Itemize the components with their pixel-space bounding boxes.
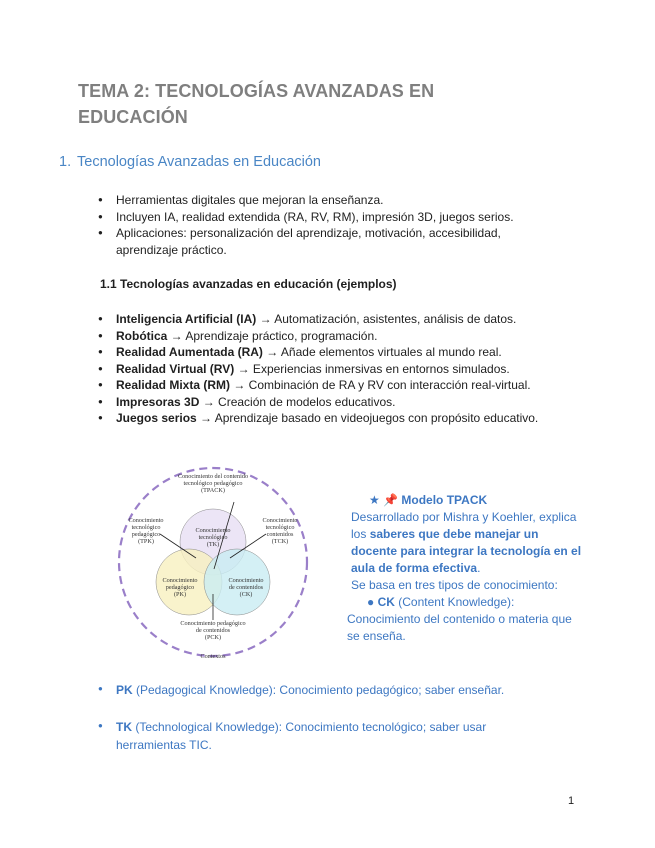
ck-item: ● CK (Content Knowledge): Conocimiento del contenido o materia que se enseña.	[347, 595, 572, 643]
star-pin-icon: ★ 📌	[369, 493, 399, 507]
pk-label: Conocimiento pedagógico (PK)	[162, 577, 198, 598]
tpack-title: ★ 📌 Modelo TPACK	[369, 493, 488, 507]
tpack-description	[347, 492, 582, 645]
item-desc: → Creación de modelos educativos.	[199, 394, 396, 409]
ck-label: Conocimiento de contenidos (CK)	[228, 577, 264, 598]
item-term: Realidad Mixta (RM)	[116, 378, 231, 392]
list-item: ● PK (Pedagogical Knowledge): Conocimiento pedagógico; saber enseñar.	[98, 681, 558, 699]
page-number: 1	[568, 795, 575, 807]
list-item	[98, 361, 598, 378]
item-desc: → Añade elementos virtuales al mundo real.	[262, 345, 502, 359]
tpk-label: Conocimiento tecnológico pedagógico (TPK)	[128, 517, 164, 545]
section-heading-text: Tecnologías Avanzadas en Educación	[77, 154, 321, 170]
context-label: Contextos	[200, 653, 226, 660]
section-heading	[59, 154, 321, 170]
list-item: ● Herramientas digitales que mejoran la enseñanza.	[98, 192, 558, 209]
subsection-heading: 1.1 Tecnologías avanzadas en educación (ejemplos)	[100, 277, 397, 291]
list-item: ● Incluyen IA, realidad extendida (RA, RV, RM), impresión 3D, juegos serios.	[98, 209, 558, 226]
bullet-icon: ●	[367, 595, 375, 609]
list-item: ● TK (Technological Knowledge): Conocimiento tecnológico; saber usar herramientas TIC.	[98, 718, 558, 754]
section-bullets	[98, 192, 558, 258]
item-desc: → Automatización, asistentes, análisis de datos.	[256, 312, 517, 326]
item-desc: → Experiencias inmersivas en entornos simulados.	[234, 361, 510, 376]
section-number: 1.	[59, 154, 72, 170]
list-item: ● Aplicaciones: personalización del aprendizaje, motivación, accesibilidad, aprendizaje práctico.	[98, 225, 558, 258]
list-item	[98, 377, 598, 394]
tk-label: Conocimiento tecnológico (TK)	[195, 527, 231, 548]
item-term: Realidad Aumentada (RA)	[116, 345, 263, 359]
item-desc: → Combinación de RA y RV con interacción real-virtual.	[230, 378, 531, 392]
list-item	[98, 311, 598, 328]
list-item	[98, 344, 598, 361]
page-title: TEMA 2: TECNOLOGÍAS AVANZADAS EN EDUCACIÓN	[78, 81, 435, 127]
item-term: Realidad Virtual (RV)	[116, 361, 235, 376]
item-term: Impresoras 3D	[116, 394, 200, 409]
list-item	[98, 394, 598, 411]
item-term: Inteligencia Artificial (IA)	[116, 312, 257, 326]
tck-label: Conocimiento tecnológico contenidos (TCK)	[262, 517, 298, 545]
item-desc: → Aprendizaje basado en videojuegos con propósito educativo.	[196, 411, 539, 425]
tpack-intro-bold: saberes que debe manejar un docente para integrar la tecnología en el aula de forma efectiva	[351, 527, 582, 575]
tpack-base: Se basa en tres tipos de conocimiento:	[351, 578, 558, 592]
tpack-diagram	[116, 462, 310, 662]
item-desc: → Aprendizaje práctico, programación.	[167, 328, 378, 343]
examples-list	[98, 311, 598, 427]
item-term: Robótica	[116, 328, 168, 343]
knowledge-list	[98, 681, 558, 773]
tpack-intro: Desarrollado por Mishra y Koehler, explica los saberes que debe manejar un docente para integrar la tecnología en el aula de forma efectiva.	[351, 510, 582, 575]
list-item	[98, 410, 598, 427]
list-item	[98, 328, 598, 345]
tpack-label: Conocimiento del contenido tecnológico pedagógico (TPACK)	[177, 473, 249, 494]
pck-label: Conocimiento pedagógico de contenidos (PCK)	[180, 620, 246, 641]
item-term: Juegos serios	[116, 411, 197, 425]
